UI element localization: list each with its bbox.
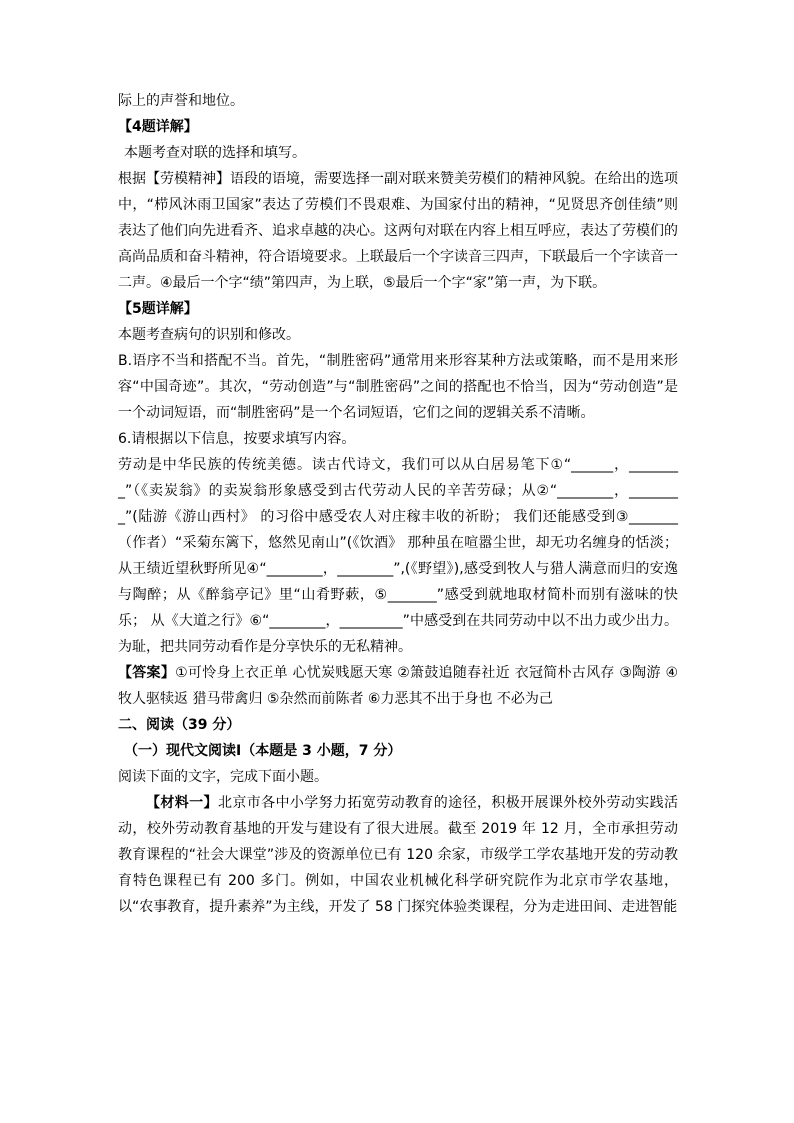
text-line: 本题考查病句的识别和修改。	[118, 327, 300, 343]
answer-block	[118, 660, 678, 712]
answer-text: ①可怜身上衣正单 心忧炭贱愿天寒 ②箫鼓追随春社近 衣冠简朴古风存 ③陶游 ④牧人驱犊返 猎马带禽归 ⑤杂然而前陈者 ⑥力恶其不出于身也 不必为己	[118, 665, 679, 707]
paragraph-q4-explanation: 根据【劳模精神】语段的语境，需要选择一副对联来赞美劳模们的精神风貌。在给出的选项中，“栉风沐雨卫国家”表达了劳模们不畏艰难、为国家付出的精神，“见贤思齐创佳绩”则表达了他们向先进看齐、追求卓越的决心。这两句对联在内容上相互呼应，表达了劳模们的高尚品质和奋斗精神，符合语境要求。上联最后一个字读音三四声，下联最后一个字读音一二声。④最后一个字“绩”第四声，为上联，⑤最后一个字“家”第一声，为下联。	[118, 171, 678, 291]
section-heading-q4: 【4题详解】	[118, 119, 198, 135]
text-line: 际上的声誉和地位。	[118, 93, 244, 109]
answer-label: 【答案】	[118, 665, 176, 681]
subsection-title: （一）现代文阅读Ⅰ（本题是 3 小题，7 分）	[124, 743, 402, 759]
question-6-body: 劳动是中华民族的传统美德。读古代诗文，我们可以从白居易笔下①“______，________”（《卖炭翁》的卖炭翁形象感受到古代劳动人民的辛苦劳碌；从②“________，________”(陆游《游山西村》 的习俗中感受农人对庄稼丰收的祈盼； 我们还能感受到③_______（作者）“采菊东篱下，悠然见南山”(《饮酒》 那种虽在喧嚣尘世，却无功名缠身的恬淡；从王绩近望秋野所见④“________，________”,(《野望》),感受到牧人与猎人满意而归的安逸与陶醉；从《醉翁亭记》里“山肴野蔌，⑤_______”感受到就地取材简朴而别有滋味的快乐； 从《大道之行》⑥“________，_________”中感受到在共同劳动中以不出力或少出力。为耻，把共同劳动看作是分享快乐的无私精神。	[118, 457, 678, 655]
question-6-prompt: 6.请根据以下信息，按要求填写内容。	[118, 431, 356, 447]
paragraph-q5-explanation: B.语序不当和搭配不当。首先，“制胜密码”通常用来形容某种方法或策略，而不是用来形容“中国奇迹”。其次，“劳动创造”与“制胜密码”之间的搭配也不恰当，因为“劳动创造”是一个动词短语，而“制胜密码”是一个名词短语，它们之间的逻辑关系不清晰。	[118, 353, 678, 421]
material-one-text: 北京市各中小学努力拓宽劳动教育的途径，积极开展课外校外劳动实践活动，校外劳动教育基地的开发与建设有了很大进展。截至 2019 年 12 月，全市承担劳动教育课程的“社会大课堂”涉及的资源单位已有 120 余家，市级学工学农基地开发的劳动教育特色课程已有 200 多门。例如，中国农业机械化科学研究院作为北京市学农基地，以“农事教育，提升素养”为主线，开发了 58 门探究体验类课程，分为走进田间、走进智能	[118, 795, 679, 915]
section-heading-q5: 【5题详解】	[118, 301, 198, 317]
material-one-label: 【材料一】	[146, 795, 218, 811]
material-one-paragraph	[118, 790, 678, 920]
section-title-reading: 二、阅读（39 分）	[118, 717, 241, 733]
document-page	[118, 88, 678, 920]
instruction-line: 阅读下面的文字，完成下面小题。	[118, 769, 328, 785]
text-line: 本题考查对联的选择和填写。	[124, 145, 306, 161]
